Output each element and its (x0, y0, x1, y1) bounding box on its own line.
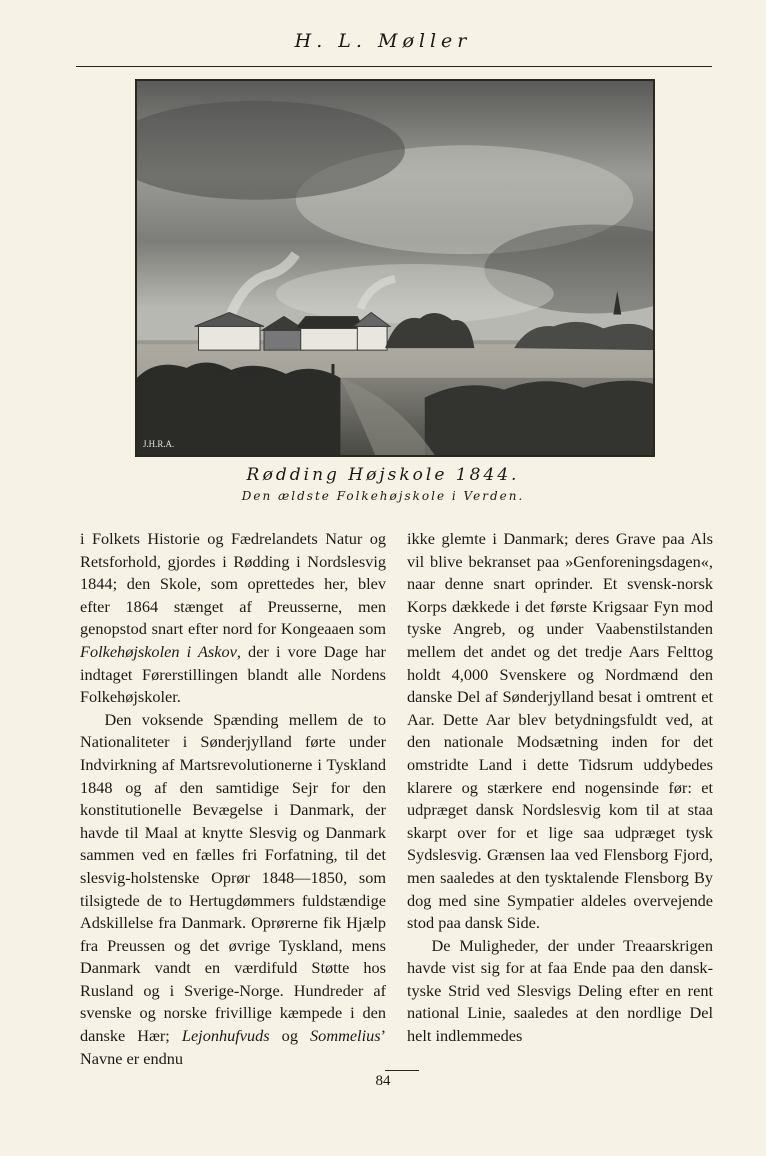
italic-title: Folkehøjskolen i Askov (80, 641, 237, 661)
text-run: i Folkets Historie og Fædrelandets Natur og Retsforhold, gjordes i Rødding i Nordslesvig 1844; den Skole, som oprettedes her, blev efter 1864 stænget af Preusserne, men genopstod snart efter nord for Kongeaaen som (80, 529, 386, 639)
text-run: , der i vore Dage har indtaget Førerstillingen blandt alle Nordens Folkehøjskoler. (80, 641, 386, 707)
figure (331, 364, 334, 375)
engraving-svg (137, 81, 653, 455)
text-column-right (407, 528, 713, 1048)
text-run: Den voksende Spænding mellem de to Nationaliteter i Sønderjylland førte under Indvirkning af Martsrevolutionerne i Tyskland 1848 og af den samtidige Sejr for den konstitutionelle Bevægelse i Danmark, der havde til Maal at knytte Slesvig og Danmark sammen ved en fælles fri Forfatning, til det slesvig-holstenske Oprør 1848—1850, som tilsigtede de to Hertugdømmers fuldstændige Adskillelse fra Danmark. Oprørerne fik Hjælp fra Preussen og det øvrige Tyskland, mens Danmark vandt en værdifuld Støtte hos Rusland og i Sverige-Norge. Hundreder af svenske og norske frivillige kæmpede i den danske Hær; (80, 709, 386, 1046)
text-run: og (269, 1026, 311, 1046)
cloud-bright (276, 264, 554, 323)
paragraph: De Muligheder, der under Treaarskrigen havde vist sig for at faa Ende paa den dansk-tyske Strid ved Slesvigs Deling efter en rent national Linie, saaledes at den nordlige Del helt indlemmedes (407, 935, 713, 1046)
illustration-rodding-hojskole (135, 79, 655, 457)
plate-caption-subtitle: Den ældste Folkehøjskole i Verden. (241, 489, 525, 503)
running-header: H. L. Møller (294, 30, 472, 52)
artist-signature: J.H.R.A. (142, 439, 175, 450)
header-rule (76, 66, 712, 67)
plate-caption-title: Rødding Højskole 1844. (246, 465, 520, 485)
cattle (216, 370, 270, 378)
paragraph (80, 709, 386, 1071)
shrubs-right (425, 381, 653, 455)
italic-name: Lejonhufvuds (181, 1026, 270, 1046)
text-column-left (80, 528, 386, 1070)
text-run: ’ Navne er endnu (80, 1026, 386, 1068)
page-number: 84 (375, 1073, 391, 1089)
paragraph (80, 528, 386, 709)
folio-rule (385, 1070, 419, 1071)
paragraph: ikke glemte i Danmark; deres Grave paa Als vil blive bekranset paa »Genforeningsdagen«, naar denne snart oprinder. Et svensk-norsk Korps dækkede i det første Krigsaar Fyn mod tyske Angreb, og under Vaabenstilstanden mellem det andet og det tredje Aars Felttog holdt 4,000 Svenskere og Nordmænd den danske Del af Sønderjylland besat i omtrent et Aar. Dette Aar blev betydningsfuldt ved, at den nationale Modsætning inden for det omstridte Land i dette Tidsrum uddybedes klarere og stærkere end nogensinde før: et udpræget dansk Nordslesvig kom til at staa skarpt over for et lige saa udpræget tysk Sydslesvig. Grænsen laa ved Flensborg Fjord, men saaledes at den tysktalende Flensborg By dog med sine Sympatier aldeles overvejende stod paa dansk Side. (407, 529, 713, 933)
italic-name: Sommelius (310, 1026, 381, 1046)
